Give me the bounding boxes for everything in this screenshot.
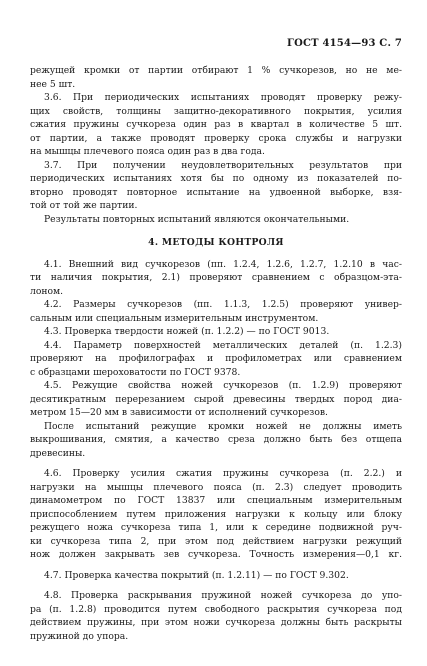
text-line: режущей кромки от партии отбирают 1 % сучкорезов, но не ме- xyxy=(30,65,402,76)
text-line: выкрошивания, смятия, а качество среза должно быть без отщепа xyxy=(30,434,402,445)
paragraph-gap xyxy=(30,562,402,569)
text-line: 4.7. Проверка качества покрытий (п. 1.2.11) — по ГОСТ 9.302. xyxy=(44,569,349,581)
text-line: 4.6. Проверку усилия сжатия пружины сучкореза (п. 2.2.) и xyxy=(44,468,402,479)
text-line: 4.4. Параметр поверхностей металлических деталей (п. 1.2.3) xyxy=(44,339,402,351)
text-line: с образцами шероховатости по ГОСТ 9378. xyxy=(30,366,241,378)
text-line: 4.8. Проверка раскрывания пружиной ножей сучкореза до упо- xyxy=(44,590,402,601)
text-line: периодических испытаниях хотя бы по одному из показателей по- xyxy=(30,173,402,184)
text-line: ти наличия покрытия, 2.1) проверяют сравнением с образцом-эта- xyxy=(30,272,402,283)
text-line: вторно проводят повторное испытание на удвоенной выборке, взя- xyxy=(30,186,402,198)
text-line: После испытаний режущие кромки ножей не должны иметь xyxy=(44,420,402,432)
text-line: Результаты повторных испытаний являются окончательными. xyxy=(44,213,350,225)
text-line: динамометром по ГОСТ 13837 или специальным измерительным xyxy=(30,495,402,506)
text-line: той от той же партии. xyxy=(30,200,138,211)
text-line: щих свойств, толщины защитно-декоративного покрытия, усилия xyxy=(30,105,402,117)
text-line: нагрузки на мышцы плечевого пояса (п. 2.3) следует проводить xyxy=(30,481,402,493)
text-line: действием пружины, при этом ножи сучкореза должны быть раскрыты xyxy=(30,617,402,628)
text-line: лоном. xyxy=(30,285,64,297)
text-line: десятикратным перерезанием сырой древесины твердых пород диа- xyxy=(30,393,402,405)
text-line: пружиной до упора. xyxy=(30,630,129,642)
document-body xyxy=(30,64,402,643)
text-line: 4.1. Внешний вид сучкорезов (пп. 1.2.4, 1.2.6, 1.2.7, 1.2.10 в час- xyxy=(44,258,402,270)
text-line: 4.2. Размеры сучкорезов (пп. 1.1.3, 1.2.5) проверяют универ- xyxy=(44,299,402,310)
text-line: 4.5. Режущие свойства ножей сучкорезов (п. 1.2.9) проверяют xyxy=(44,380,402,391)
text-line: 3.7. При получении неудовлетворительных результатов при xyxy=(44,159,402,171)
page-header: ГОСТ 4154—93 С. 7 xyxy=(286,38,402,49)
text-line: нож должен закрывать зев сучкореза. Точность измерения—0,1 кг. xyxy=(30,549,402,560)
text-line: ра (п. 1.2.8) проводится путем свободного раскрытия сучкореза под xyxy=(30,603,402,615)
section-heading: 4. МЕТОДЫ КОНТРОЛЯ xyxy=(148,237,284,248)
text-line: 3.6. При периодических испытаниях проводят проверку режу- xyxy=(44,92,402,103)
text-line: сальным или специальным измерительным инструментом. xyxy=(30,312,319,324)
paragraph-gap xyxy=(30,460,402,467)
text-line: проверяют на профилографах и профилометрах или сравнением xyxy=(30,353,402,364)
text-line: приспособлением путем приложения нагрузки к кольцу или блоку xyxy=(30,508,402,520)
paragraph-gap xyxy=(30,582,402,589)
text-line: древесины. xyxy=(30,447,86,459)
text-line: от партии, а также проводят проверку срока службы и нагрузки xyxy=(30,132,402,144)
text-line: 4.3. Проверка твердости ножей (п. 1.2.2) — по ГОСТ 9013. xyxy=(44,326,330,337)
text-line: на мышцы плечевого пояса один раз в два года. xyxy=(30,146,265,157)
text-line: нее 5 шт. xyxy=(30,78,76,90)
text-line: сжатия пружины сучкореза один раз в квартал в количестве 5 шт. xyxy=(30,119,402,130)
text-line: ки сучкореза типа 2, при этом под действием нагрузки режущий xyxy=(30,535,402,547)
text-line: метром 15—20 мм в зависимости от исполнений сучкорезов. xyxy=(30,407,328,418)
text-line: режущего ножа сучкореза типа 1, или к середине подвижной руч- xyxy=(30,522,402,533)
